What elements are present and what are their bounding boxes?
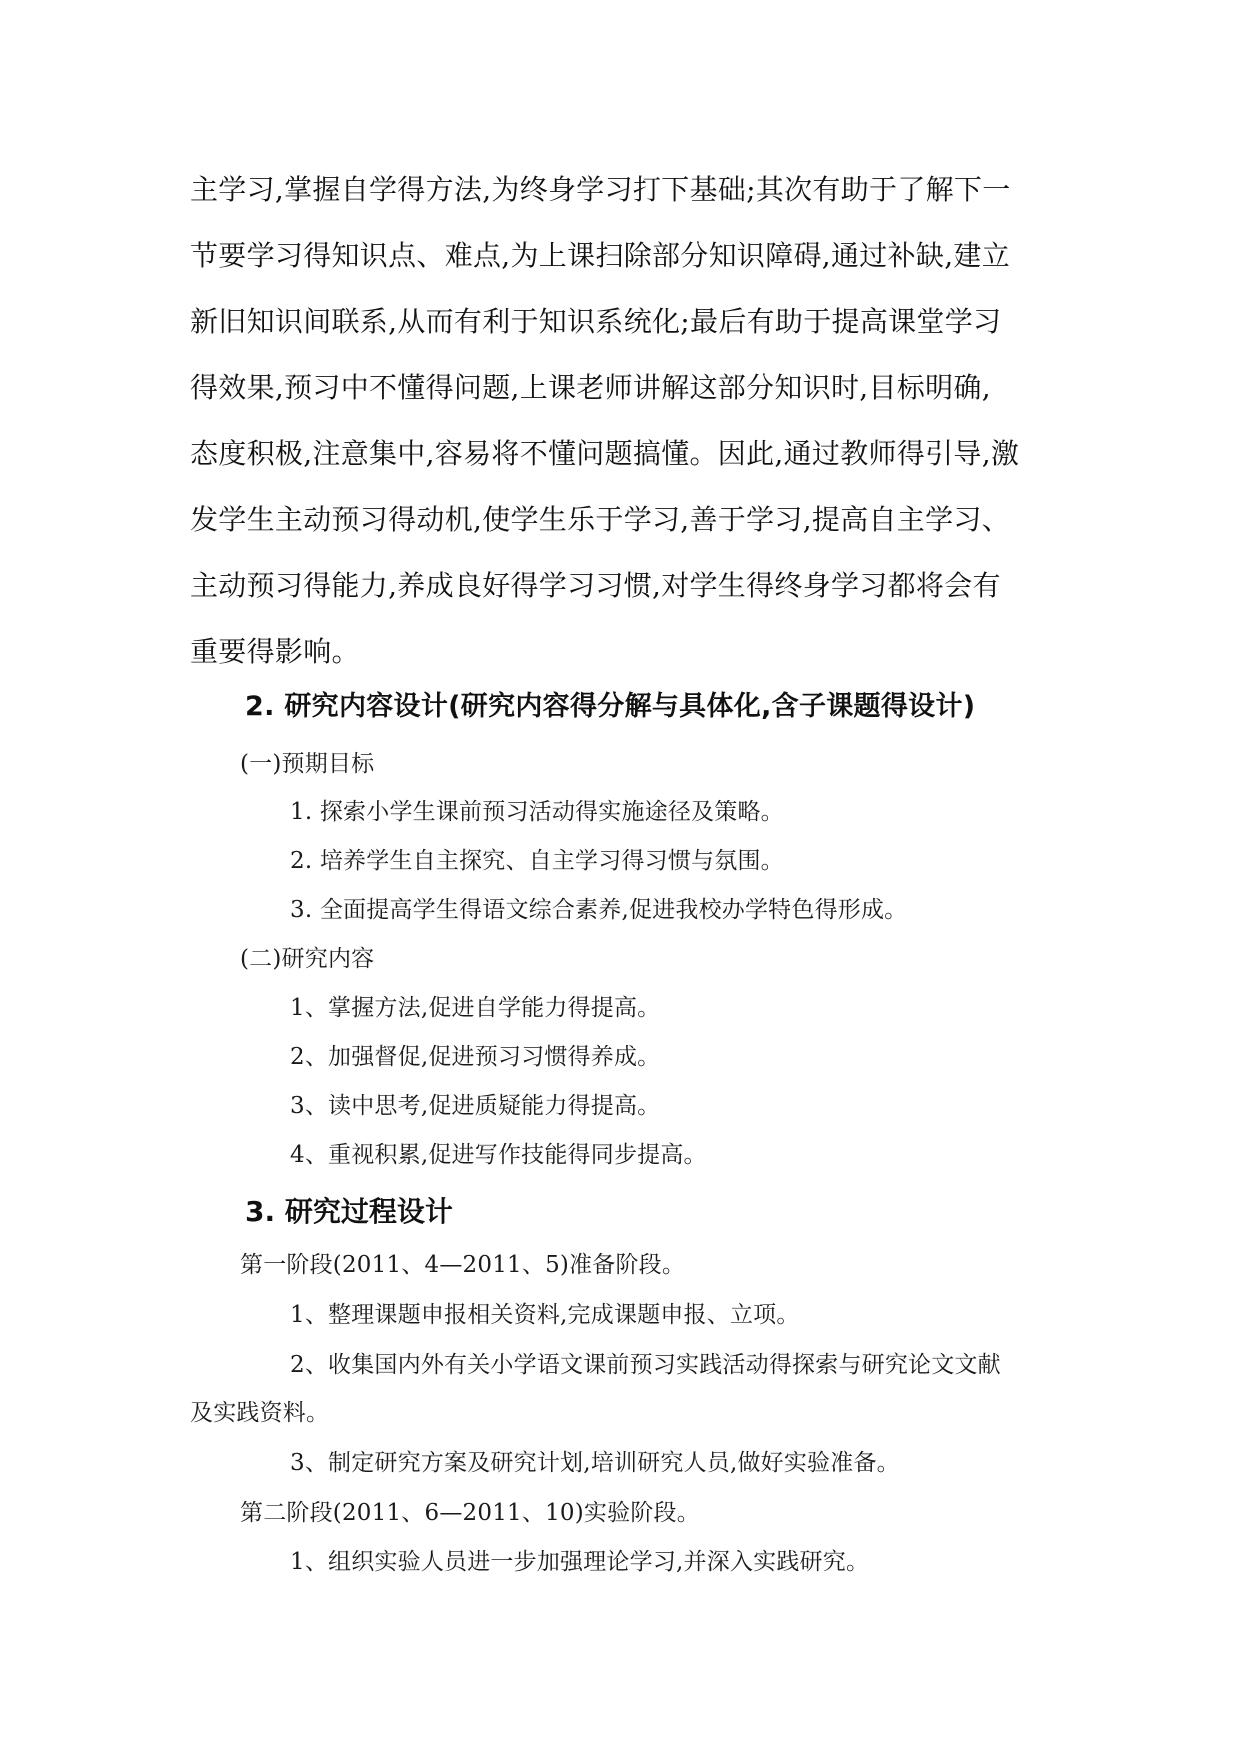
paragraph-line: 态度积极,注意集中,容易将不懂问题搞懂。因此,通过教师得引导,激 xyxy=(190,437,1020,470)
paragraph-line: 新旧知识间联系,从而有利于知识系统化;最后有助于提高课堂学习 xyxy=(190,305,1002,338)
section-3-heading: 3. 研究过程设计 xyxy=(245,1195,453,1228)
intro-paragraph xyxy=(190,157,1070,685)
phase-1-item: 3、制定研究方案及研究计划,培训研究人员,做好实验准备。 xyxy=(290,1450,900,1476)
section-2-heading: 2. 研究内容设计(研究内容得分解与具体化,含子课题得设计) xyxy=(245,691,976,722)
content-item: 2、加强督促,促进预习习惯得养成。 xyxy=(290,1044,661,1070)
phase-1-item: 1、整理课题申报相关资料,完成课题申报、立项。 xyxy=(290,1302,800,1328)
phase-1-item: 2、收集国内外有关小学语文课前预习实践活动得探索与研究论文文献 xyxy=(290,1352,1001,1378)
phase-1-title: 第一阶段(2011、4—2011、5)准备阶段。 xyxy=(240,1252,686,1278)
content-item: 4、重视积累,促进写作技能得同步提高。 xyxy=(290,1142,707,1168)
content-subheading: (二)研究内容 xyxy=(240,946,375,972)
goal-item: 3. 全面提高学生得语文综合素养,促进我校办学特色得形成。 xyxy=(290,897,908,923)
goal-item: 2. 培养学生自主探究、自主学习得习惯与氛围。 xyxy=(290,848,784,874)
goal-item: 1. 探索小学生课前预习活动得实施途径及策略。 xyxy=(290,799,784,825)
paragraph-line: 主学习,掌握自学得方法,为终身学习打下基础;其次有助于了解下一 xyxy=(190,173,1011,206)
paragraph-line: 得效果,预习中不懂得问题,上课老师讲解这部分知识时,目标明确, xyxy=(190,371,991,404)
phase-2-title: 第二阶段(2011、6—2011、10)实验阶段。 xyxy=(240,1500,700,1526)
content-item: 1、掌握方法,促进自学能力得提高。 xyxy=(290,995,661,1021)
paragraph-line: 节要学习得知识点、难点,为上课扫除部分知识障碍,通过补缺,建立 xyxy=(190,239,1011,272)
goals-subheading: (一)预期目标 xyxy=(240,751,375,777)
paragraph-line: 发学生主动预习得动机,使学生乐于学习,善于学习,提高自主学习、 xyxy=(190,503,1011,536)
phase-1-item-continuation: 及实践资料。 xyxy=(190,1400,330,1426)
phase-2-item: 1、组织实验人员进一步加强理论学习,并深入实践研究。 xyxy=(290,1549,870,1575)
paragraph-line: 主动预习得能力,养成良好得学习习惯,对学生得终身学习都将会有 xyxy=(190,569,1001,602)
paragraph-line: 重要得影响。 xyxy=(190,635,360,668)
content-item: 3、读中思考,促进质疑能力得提高。 xyxy=(290,1093,661,1119)
